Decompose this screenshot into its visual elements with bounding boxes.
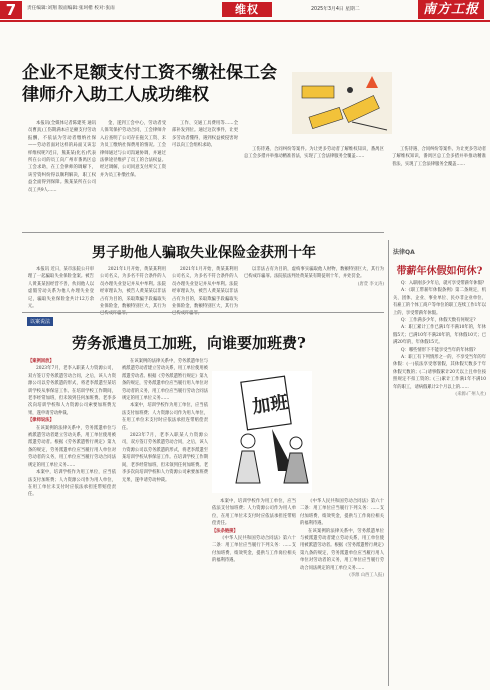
story3-col1: 【案例回放】 2023年7月，老李入职某人力资源公司，双方签订劳务派遣劳动合同，之后，该人力资源公司以劳务派遣的形式，将老李派遣至某培训学校从事保洁工作。在培训学校工作期间，老李经常加班，但未领到任何加班费。老李多次向培训学校和人力资源公司索要加班费无果，遂申请劳动仲裁。 【律师说法】 在该案例的法律关系中，劳务派遣单位与被派遣劳动者建立劳动关系，用工单位使用被派遣劳动者。根据《劳务派遣暂行规定》第九条的规定，劳务派遣单位应当履行用人单位对劳动者的义务，用工单位应当履行劳动合同法规定的用工单位义务…… 本案中，培训学校作为用工单位，应当依法支付加班费；人力资源公司作为用人单位，在用工单位未支付时应依法承担连带赔偿责任。 xyxy=(28,359,116,498)
story3-tag: 以案说法 xyxy=(27,317,53,326)
svg-text:加班: 加班 xyxy=(251,392,290,418)
story3-headline: 劳务派遣员工加班，向谁要加班费? xyxy=(72,334,306,352)
sidebar-headline: 带薪年休假如何休? xyxy=(396,266,483,277)
overtime-illustration xyxy=(212,371,312,493)
editor-credits: 责任编辑:刘翔 版面编辑:张珂楷 校对:张雨 xyxy=(27,6,115,11)
divider xyxy=(22,312,384,313)
story3-source: (李源 山西工人报) xyxy=(349,573,384,579)
story1-col5: 工伤待遇、合同纠纷等案件。为让更多劳动者了解维权知识，番禺区总工会多措并举推动精准普法，实现了工会法律服务全覆盖…… xyxy=(392,147,486,167)
sidebar-source: (来源:广州人社) xyxy=(455,392,486,398)
column-divider xyxy=(388,240,389,686)
sidebar-tag: 法律QA xyxy=(393,249,415,256)
page-header xyxy=(0,0,490,20)
construction-illustration xyxy=(292,72,392,134)
masthead-logo: 南方工报 xyxy=(418,0,484,19)
story1-col2: 金，遂到工会中心，劳动者受人保驾保护劳动合同，工会律师介入后查明了公司存在拖欠工资、未为员工缴纳社保费用的情况。工会律师通过与公司沟通协调，并通过法律途径维护了员工的合法权益。经过调解，公司同意支付所欠工资并为员工补缴社保。 xyxy=(100,121,166,178)
sidebar-qa: Q：入职刚多少年后，就可享受带薪年休假? A：《职工带薪年休假条例》第二条规定，机关、团体、企业、事业单位、民办非企业单位、有雇工的个体工商户等单位的职工连续工作1年以上的，享受带薪年休假。 Q：工作满多少年，休假天数有何规定? A：职工累计工作已满1年不满10年的，年休假5天；已满10年不满20年的，年休假10天；已满20年的，年休假15天。 Q：哪些情形下不能享受当年的年休假? A：职工有下列情形之一的，不享受当年的年休假：(一)依法享受寒暑假，其休假天数多于年休假天数的；(二)请事假累计20天以上且单位按照规定不扣工资的；(三)累计工作满1年不满10年的职工，请病假累计2个月以上的…… (来源:广州人社) xyxy=(393,281,486,398)
story2-col2: 2021年1月开始，黄某某利用公司名义，为多名不符合条件的人员办理失业登记并从中牟利。法院经审理认为，被告人黄某某以非法占有为目的，采取欺骗手段骗取失业保险金，数额特别巨大，其行为已构成诈骗罪。 xyxy=(100,267,166,317)
divider xyxy=(22,232,384,233)
story2-col4: 以非法占有为目的，虚构事实骗取他人财物，数额特别巨大，其行为已构成诈骗罪。法院依法判处黄某某有期徒刑十年，并处罚金。 (唐萱 李文涛) xyxy=(244,267,384,287)
page-number: 7 xyxy=(0,1,22,19)
section-label: 维权 xyxy=(222,2,272,17)
story1-headline: 企业不足额支付工资不缴社保工会律师介入助工人成功维权 xyxy=(22,63,277,105)
story1-col1: 本报讯(全媒体记者陈建英 通讯员曹真)工伤期满本应足额支付劳动报酬，不依法为劳动者缴纳社保——劳动者面对这样的局面又该怎样维权呢?近日，熊某某(化名)代表所在公司的员工向广州市番禺区总工会求助，在工会律师的调解下，该劳资纠纷得以顺利解决，职工权益全面得到保障。熊某某所在公司员工共9人…… xyxy=(28,121,96,193)
story1-col3: 工作、交通工具费用等……全部补发到位。通过这次事件，让更多劳动者懂得，遇到权益被侵害时可以向工会组织求助。 xyxy=(172,121,238,149)
story3-col3: 本案中，培训学校作为用工单位，应当依法支付加班费；人力资源公司作为用人单位，在用工单位未支付时应依法承担连带赔偿责任。 【法条链接】 《中华人民共和国劳动合同法》第六十二条：用工单位应当履行下列义务：……支付加班费、绩效奖金，提供与工作岗位相关的福利待遇。 xyxy=(212,499,296,564)
story3-col4: 《中华人民共和国劳动合同法》第六十二条：用工单位应当履行下列义务：……支付加班费、绩效奖金，提供与工作岗位相关的福利待遇。 在该案例的法律关系中，劳务派遣单位与被派遣劳动者建立劳动关系，用工单位使用被派遣劳动者。根据《劳务派遣暂行规定》第九条的规定，劳务派遣单位应当履行用人单位对劳动者的义务，用工单位应当履行劳动合同法规定的用工单位义务…… (李源 山西工人报) xyxy=(300,499,384,579)
story2-source: (唐萱 李文涛) xyxy=(357,281,384,287)
story2-headline: 男子助他人骗取失业保险金获刑十年 xyxy=(92,245,316,261)
story3-col2: 在该案例的法律关系中，劳务派遣单位与被派遣劳动者建立劳动关系，用工单位使用被派遣劳动者。根据《劳务派遣暂行规定》第九条的规定，劳务派遣单位应当履行用人单位对劳动者的义务，用工单位应当履行劳动合同法规定的用工单位义务…… 本案中，培训学校作为用工单位，应当依法支付加班费；人力资源公司作为用人单位，在用工单位未支付时应依法承担连带赔偿责任。 2023年7月，老李入职某人力资源公司，双方签订劳务派遣劳动合同，之后，该人力资源公司以劳务派遣的形式，将老李派遣至某培训学校从事保洁工作。在培训学校工作期间，老李经常加班，但未领到任何加班费。老李多次向培训学校和人力资源公司索要加班费无果，遂申请劳动仲裁。 xyxy=(122,359,208,483)
story1-col4: 工伤待遇、合同纠纷等案件。为让更多劳动者了解维权知识，番禺区总工会多措并举推动精准普法，实现了工会法律服务全覆盖…… xyxy=(244,147,384,160)
story2-col1: 本报讯 近日，某市法院公开审理了一起骗取失业保险金案。被告人黄某某因经营不善，伙同他人以虚假劳动关系为他人办理失业登记，骗取失业保险金共计12万余元。 xyxy=(28,267,94,310)
story2-col3: 2021年1月开始，黄某某利用公司名义，为多名不符合条件的人员办理失业登记并从中牟利。法院经审理认为，被告人黄某某以非法占有为目的，采取欺骗手段骗取失业保险金，数额特别巨大，其行为已构成诈骗罪。 xyxy=(172,267,238,317)
header-rule xyxy=(0,20,490,22)
issue-date: 2025年3月4日 星期二 xyxy=(311,7,360,12)
